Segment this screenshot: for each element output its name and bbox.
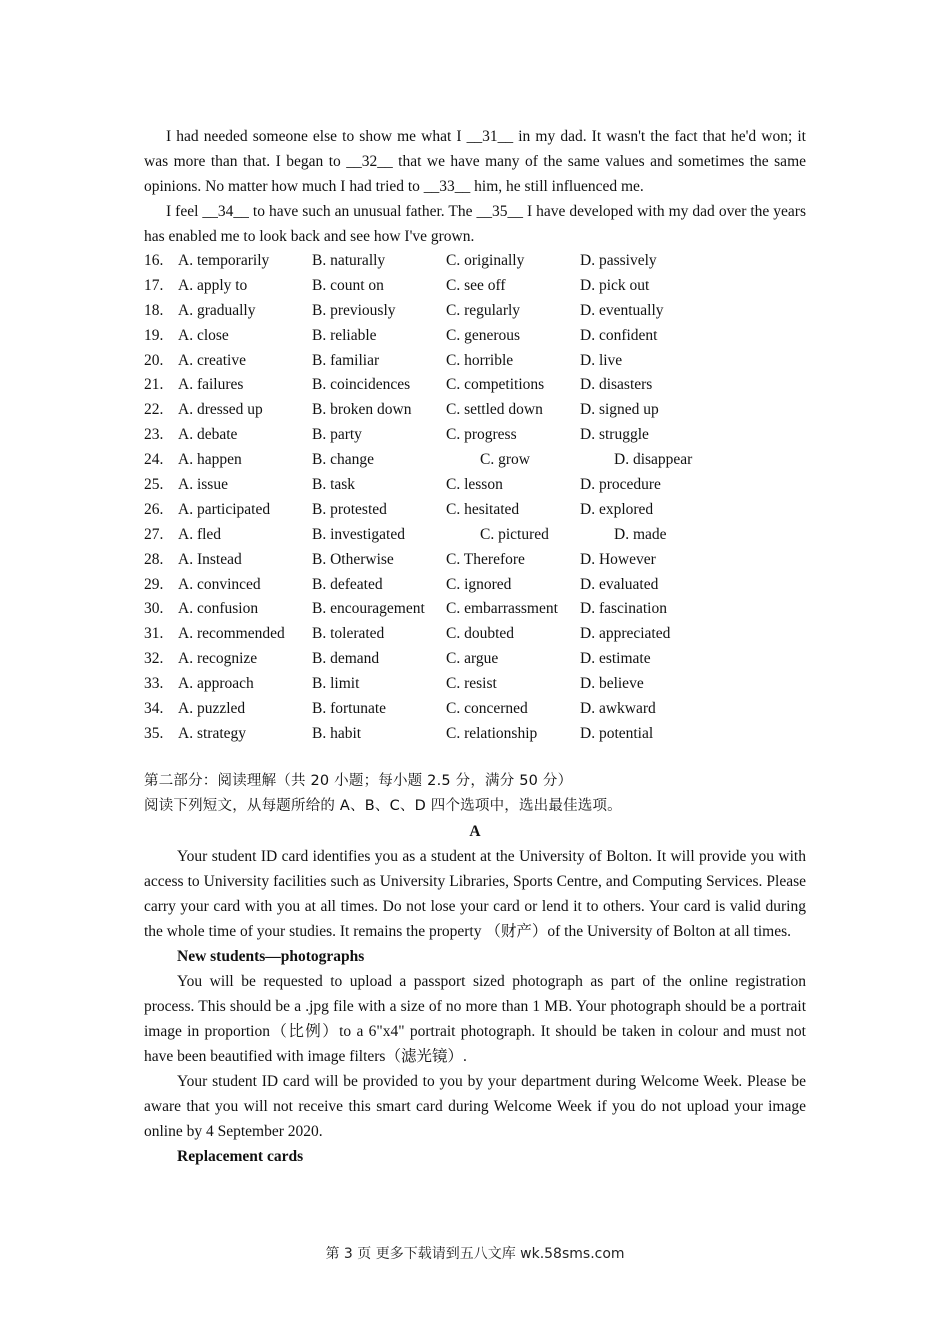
section-instruction: 阅读下列短文，从每题所给的 A、B、C、D 四个选项中，选出最佳选项。 bbox=[144, 797, 622, 814]
option-b: B. broken down bbox=[312, 401, 412, 419]
document-page bbox=[144, 124, 806, 1169]
option-d: D. pick out bbox=[580, 276, 650, 294]
option-a: A. apply to bbox=[178, 276, 248, 294]
option-d: D. passively bbox=[580, 252, 657, 269]
subheading-photographs: New students—photographs bbox=[177, 947, 365, 965]
option-d: D. believe bbox=[580, 675, 644, 693]
option-d: D. awkward bbox=[580, 700, 656, 718]
option-a: A. recognize bbox=[178, 650, 258, 668]
option-row bbox=[144, 448, 806, 473]
option-c: C. see off bbox=[446, 276, 506, 294]
option-a: A. convinced bbox=[178, 575, 261, 593]
option-c: C. embarrassment bbox=[446, 600, 558, 618]
option-b: B. habit bbox=[312, 724, 362, 742]
option-d: D. confident bbox=[580, 326, 658, 344]
option-d: D. explored bbox=[580, 500, 654, 518]
option-c: C. concerned bbox=[446, 700, 528, 718]
question-number: 25. bbox=[144, 476, 164, 494]
option-b: B. reliable bbox=[312, 326, 377, 344]
option-row bbox=[144, 672, 806, 697]
reading-paragraph-1: Your student ID card identifies you as a student at the University of Bolton. It will provide you with access to University facilities such as University Libraries, Sports Centre, and Computing Services. Please carry your card with you at all times. Do not lose your card or lend it to others. Your card is valid during the whole time of your studies. It remains the property （财产）of the University of Bolton at all times. bbox=[144, 847, 806, 940]
option-a: A. issue bbox=[178, 476, 228, 494]
option-c: C. argue bbox=[446, 650, 499, 668]
option-d: D. procedure bbox=[580, 476, 661, 494]
question-number: 27. bbox=[144, 525, 164, 543]
reading-paragraph-3: Your student ID card will be provided to you by your department during Welcome Week. Please be aware that you will not receive this smart card during Welcome Week if you do not upload your image online by 4 September 2020. bbox=[144, 1072, 806, 1140]
page-footer: 第 3 页 更多下载请到五八文库 wk.58sms.com bbox=[325, 1246, 625, 1262]
option-d: D. fascination bbox=[580, 600, 667, 618]
option-c: C. progress bbox=[446, 426, 517, 444]
option-b: B. investigated bbox=[312, 525, 405, 543]
question-number: 19. bbox=[144, 326, 164, 344]
option-row bbox=[144, 324, 806, 349]
question-number: 26. bbox=[144, 500, 164, 518]
option-d: D. disasters bbox=[580, 376, 653, 394]
option-row bbox=[144, 622, 806, 647]
passage-label: A bbox=[469, 822, 481, 840]
option-c: C. ignored bbox=[446, 575, 512, 593]
question-number: 24. bbox=[144, 451, 164, 469]
option-b: B. task bbox=[312, 476, 356, 494]
option-d: D. struggle bbox=[580, 426, 649, 444]
question-number: 30. bbox=[144, 600, 164, 618]
option-row bbox=[144, 697, 806, 722]
option-d: D. eventually bbox=[580, 301, 664, 319]
question-number: 23. bbox=[144, 426, 164, 444]
option-b: B. limit bbox=[312, 675, 360, 693]
option-row bbox=[144, 647, 806, 672]
option-a: A. strategy bbox=[178, 724, 247, 742]
option-row bbox=[144, 373, 806, 398]
option-c: C. settled down bbox=[446, 401, 543, 419]
options-list bbox=[144, 249, 806, 747]
option-c: C. originally bbox=[446, 252, 525, 269]
option-d: D. made bbox=[614, 525, 667, 543]
option-d: D. However bbox=[580, 550, 656, 568]
option-b: B. naturally bbox=[312, 252, 386, 269]
option-b: B. coincidences bbox=[312, 376, 411, 394]
option-c: C. relationship bbox=[446, 724, 538, 742]
question-number: 33. bbox=[144, 675, 164, 693]
option-d: D. potential bbox=[580, 724, 654, 742]
question-number: 20. bbox=[144, 351, 164, 369]
option-row bbox=[144, 722, 806, 747]
question-number: 32. bbox=[144, 650, 164, 668]
option-row bbox=[144, 249, 806, 274]
subheading-replacement: Replacement cards bbox=[177, 1147, 304, 1165]
question-number: 17. bbox=[144, 276, 164, 294]
cloze-paragraph-1: I had needed someone else to show me what I __31__ in my dad. It wasn't the fact that he'd won; it was more than that. I began to __32__ that we have many of the same values and sometimes the same opinions. No matter how much I had tried to __33__ him, he still influenced me. bbox=[144, 128, 806, 195]
option-row bbox=[144, 548, 806, 573]
option-row bbox=[144, 299, 806, 324]
option-row bbox=[144, 523, 806, 548]
option-a: A. Instead bbox=[178, 550, 242, 568]
option-a: A. failures bbox=[178, 376, 244, 394]
option-b: B. defeated bbox=[312, 575, 383, 593]
option-b: B. previously bbox=[312, 301, 396, 319]
option-row bbox=[144, 597, 806, 622]
question-number: 28. bbox=[144, 550, 164, 568]
option-c: C. horrible bbox=[446, 351, 514, 369]
option-a: A. fled bbox=[178, 525, 222, 543]
option-c: C. hesitated bbox=[446, 500, 520, 518]
question-number: 18. bbox=[144, 301, 164, 319]
option-row bbox=[144, 498, 806, 523]
option-c: C. Therefore bbox=[446, 550, 525, 568]
option-row bbox=[144, 274, 806, 299]
question-number: 16. bbox=[144, 252, 164, 269]
question-number: 31. bbox=[144, 625, 164, 643]
question-number: 34. bbox=[144, 700, 164, 718]
option-b: B. tolerated bbox=[312, 625, 385, 643]
option-a: A. gradually bbox=[178, 301, 256, 319]
option-b: B. protested bbox=[312, 500, 387, 518]
option-a: A. happen bbox=[178, 451, 242, 469]
option-a: A. confusion bbox=[178, 600, 259, 618]
option-row bbox=[144, 573, 806, 598]
option-a: A. dressed up bbox=[178, 401, 263, 419]
option-d: D. live bbox=[580, 351, 623, 369]
option-c: C. lesson bbox=[446, 476, 503, 494]
question-number: 35. bbox=[144, 724, 164, 742]
option-b: B. count on bbox=[312, 276, 384, 294]
option-a: A. recommended bbox=[178, 625, 285, 643]
reading-paragraph-2: You will be requested to upload a passport sized photograph as part of the online registration process. This should be a .jpg file with a size of no more than 1 MB. Your photograph should be a portrait image in proportion（比例）to a 6"x4" portrait photograph. It should be taken in colour and must not have been beautified with image filters（滤光镜）. bbox=[144, 972, 806, 1065]
option-a: A. debate bbox=[178, 426, 238, 444]
option-b: B. Otherwise bbox=[312, 550, 394, 568]
option-a: A. temporarily bbox=[178, 252, 270, 269]
option-row bbox=[144, 423, 806, 448]
option-d: D. evaluated bbox=[580, 575, 659, 593]
option-c: C. doubted bbox=[446, 625, 515, 643]
option-b: B. familiar bbox=[312, 351, 380, 369]
question-number: 21. bbox=[144, 376, 164, 394]
question-number: 29. bbox=[144, 575, 164, 593]
option-c: C. grow bbox=[480, 451, 530, 469]
option-row bbox=[144, 349, 806, 374]
option-d: D. signed up bbox=[580, 401, 659, 419]
option-a: A. creative bbox=[178, 351, 246, 369]
option-b: B. change bbox=[312, 451, 374, 469]
option-a: A. close bbox=[178, 326, 229, 344]
option-row bbox=[144, 398, 806, 423]
option-a: A. puzzled bbox=[178, 700, 246, 718]
option-c: C. regularly bbox=[446, 301, 521, 319]
option-c: C. pictured bbox=[480, 525, 549, 543]
section-heading: 第二部分：阅读理解（共 20 小题；每小题 2.5 分，满分 50 分） bbox=[144, 772, 573, 789]
cloze-paragraph-2: I feel __34__ to have such an unusual father. The __35__ I have developed with my dad over the years has enabled me to look back and see how I've grown. bbox=[144, 203, 806, 245]
option-c: C. generous bbox=[446, 326, 521, 344]
option-b: B. party bbox=[312, 426, 362, 444]
option-c: C. competitions bbox=[446, 376, 545, 394]
option-row bbox=[144, 473, 806, 498]
option-b: B. demand bbox=[312, 650, 380, 668]
question-number: 22. bbox=[144, 401, 164, 419]
option-a: A. approach bbox=[178, 675, 254, 693]
option-a: A. participated bbox=[178, 500, 271, 518]
option-b: B. encouragement bbox=[312, 600, 425, 618]
option-b: B. fortunate bbox=[312, 700, 387, 718]
option-d: D. estimate bbox=[580, 650, 651, 668]
option-c: C. resist bbox=[446, 675, 497, 693]
option-d: D. appreciated bbox=[580, 625, 671, 643]
option-d: D. disappear bbox=[614, 451, 693, 469]
